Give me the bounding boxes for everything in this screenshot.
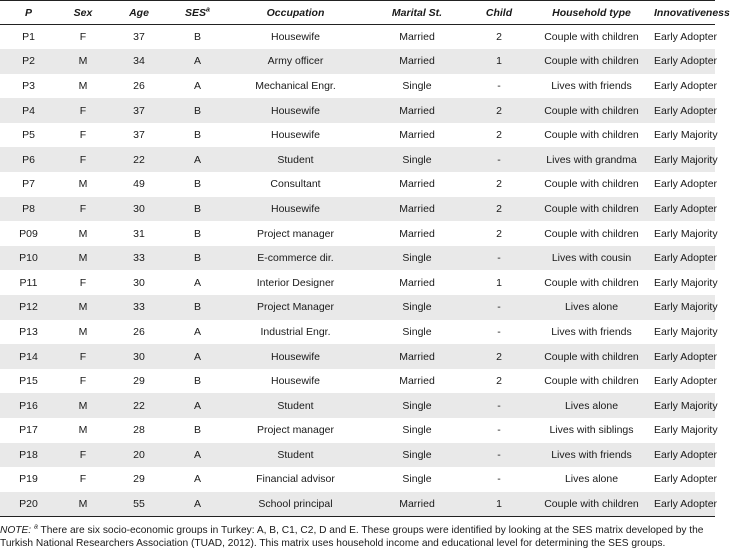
cell-child: 2 <box>496 202 502 215</box>
cell-child: 2 <box>496 178 502 191</box>
cell-age: 33 <box>133 301 145 314</box>
cell-occupation: Housewife <box>270 31 321 44</box>
cell-age: 29 <box>133 375 145 388</box>
cell-participant: P7 <box>22 178 35 191</box>
cell-child: - <box>497 252 501 265</box>
cell-age: 26 <box>133 325 145 338</box>
cell-marital-status: Married <box>399 178 435 191</box>
table-row <box>0 197 715 222</box>
cell-ses: A <box>169 492 226 517</box>
cell-child: 2 <box>496 129 502 142</box>
cell-ses: A <box>193 448 201 461</box>
cell-marital-status: Married <box>399 227 435 240</box>
cell-participant: P3 <box>22 79 35 92</box>
cell-age: 37 <box>133 31 145 44</box>
cell-occupation: Project manager <box>256 227 335 240</box>
cell-occupation: Project manager <box>256 424 335 437</box>
cell-age: 37 <box>133 104 145 117</box>
cell-participant: P11 <box>19 276 38 289</box>
cell-participant: P20 <box>0 492 57 517</box>
table-row <box>0 221 715 246</box>
cell-child: - <box>497 79 501 92</box>
cell-household-type: Couple with children <box>544 202 639 215</box>
cell-child: 1 <box>496 55 502 68</box>
cell-ses: B <box>193 104 201 117</box>
cell-participant: P15 <box>19 375 38 388</box>
table-row <box>0 172 715 197</box>
cell-age: 33 <box>133 252 145 265</box>
cell-sex: M <box>78 325 88 338</box>
note-lead: NOTE: <box>0 524 32 536</box>
table-row <box>0 443 715 468</box>
cell-marital-status: Single <box>402 473 432 486</box>
cell-sex: M <box>57 492 109 517</box>
table-row <box>0 49 715 74</box>
cell-participant: P14 <box>19 350 38 363</box>
cell-household-type: Lives with friends <box>551 448 632 461</box>
cell-participant: P8 <box>22 202 35 215</box>
cell-innovativeness: Early Adopter <box>654 178 718 191</box>
cell-occupation: Student <box>277 399 314 412</box>
note-text: There are six socio-economic groups in Turkey: A, B, C1, C2, D and E. These groups were identified by looking at the SES matrix developed by the Turkish National Researchers Association (TUAD, 2012). This matrix uses household income and educational level for determining the SES groups. <box>0 524 704 549</box>
table-body <box>0 25 718 517</box>
table-row <box>0 25 715 50</box>
cell-marital-status: Married <box>399 31 435 44</box>
cell-sex: F <box>79 375 87 388</box>
cell-occupation: Mechanical Engr. <box>255 79 336 92</box>
cell-occupation: Student <box>277 448 314 461</box>
cell-ses: B <box>193 202 201 215</box>
cell-household-type: Lives with friends <box>551 325 632 338</box>
header-ses-footnote-mark: a <box>206 6 210 13</box>
cell-age: 26 <box>133 79 145 92</box>
table-row <box>0 74 715 99</box>
cell-child: - <box>497 153 501 166</box>
cell-marital-status: Married <box>399 350 435 363</box>
cell-ses: B <box>193 301 201 314</box>
cell-age: 34 <box>133 55 145 68</box>
cell-household-type: Couple with children <box>529 492 654 517</box>
cell-participant: P16 <box>19 399 38 412</box>
cell-child: - <box>497 424 501 437</box>
cell-marital-status: Single <box>402 301 432 314</box>
cell-ses: A <box>193 153 201 166</box>
cell-occupation: Project Manager <box>256 301 335 314</box>
cell-occupation: Consultant <box>270 178 321 191</box>
cell-sex: M <box>78 424 88 437</box>
cell-age: 29 <box>133 473 145 486</box>
cell-occupation: Housewife <box>270 104 321 117</box>
table-row <box>0 492 715 517</box>
cell-participant: P2 <box>22 55 35 68</box>
cell-participant: P17 <box>19 424 38 437</box>
cell-household-type: Couple with children <box>544 276 639 289</box>
cell-innovativeness: Early Majority <box>654 227 718 240</box>
header-occupation: Occupation <box>226 1 365 25</box>
cell-age: 30 <box>133 276 145 289</box>
cell-marital-status: Married <box>399 375 435 388</box>
cell-child: - <box>497 473 501 486</box>
cell-sex: M <box>78 178 88 191</box>
cell-occupation: Interior Designer <box>256 276 335 289</box>
cell-household-type: Lives with cousin <box>551 252 632 265</box>
cell-child: 1 <box>469 492 529 517</box>
header-child: Child <box>469 1 529 25</box>
cell-innovativeness: Early Majority <box>654 424 718 437</box>
cell-age: 22 <box>133 399 145 412</box>
cell-marital-status: Married <box>399 129 435 142</box>
cell-innovativeness: Early Adopter <box>654 375 718 388</box>
header-innovativeness: Innovativeness <box>654 1 715 25</box>
cell-child: 1 <box>496 276 502 289</box>
cell-ses: B <box>193 129 201 142</box>
cell-sex: F <box>79 31 87 44</box>
cell-household-type: Couple with children <box>544 31 639 44</box>
cell-sex: F <box>79 202 87 215</box>
cell-household-type: Couple with children <box>544 178 639 191</box>
header-p: P <box>0 1 57 25</box>
cell-marital-status: Married <box>399 104 435 117</box>
cell-marital-status: Married <box>399 55 435 68</box>
cell-marital-status: Single <box>402 448 432 461</box>
cell-age: 31 <box>133 227 145 240</box>
cell-age: 20 <box>133 448 145 461</box>
cell-innovativeness: Early Adopter <box>654 79 718 92</box>
cell-marital-status: Single <box>402 153 432 166</box>
cell-ses: A <box>193 473 201 486</box>
cell-sex: M <box>78 399 88 412</box>
cell-occupation: Financial advisor <box>256 473 335 486</box>
cell-participant: P19 <box>19 473 38 486</box>
cell-innovativeness: Early Majority <box>654 129 718 142</box>
cell-innovativeness: Early Majority <box>654 301 718 314</box>
cell-innovativeness: Early Adopter <box>654 350 718 363</box>
cell-age: 55 <box>109 492 169 517</box>
cell-innovativeness: Early Adopter <box>654 448 718 461</box>
cell-innovativeness: Early Adopter <box>654 473 718 486</box>
cell-innovativeness: Early Majority <box>654 325 718 338</box>
cell-marital-status: Single <box>402 252 432 265</box>
cell-sex: F <box>79 153 87 166</box>
table-row <box>0 344 715 369</box>
cell-participant: P6 <box>22 153 35 166</box>
table-row <box>0 246 715 271</box>
table-row <box>0 123 715 148</box>
cell-sex: M <box>78 79 88 92</box>
cell-child: - <box>497 448 501 461</box>
cell-ses: B <box>193 252 201 265</box>
note-footnote-mark: a <box>33 523 38 531</box>
cell-innovativeness: Early Adopter <box>654 55 718 68</box>
cell-innovativeness: Early Majority <box>654 399 718 412</box>
cell-ses: A <box>193 79 201 92</box>
cell-participant: P13 <box>19 325 38 338</box>
cell-occupation: E-commerce dir. <box>257 252 334 265</box>
cell-sex: F <box>79 104 87 117</box>
cell-age: 30 <box>133 202 145 215</box>
cell-occupation: Industrial Engr. <box>260 325 331 338</box>
table-row <box>0 418 715 443</box>
cell-participant: P4 <box>22 104 35 117</box>
cell-innovativeness: Early Adopter <box>654 202 718 215</box>
cell-sex: F <box>79 276 87 289</box>
cell-child: 2 <box>496 227 502 240</box>
cell-sex: F <box>79 129 87 142</box>
cell-age: 37 <box>133 129 145 142</box>
cell-child: 2 <box>496 104 502 117</box>
table-row <box>0 147 715 172</box>
cell-household-type: Lives with siblings <box>549 424 634 437</box>
table-note <box>0 517 715 550</box>
cell-child: - <box>497 325 501 338</box>
cell-ses: A <box>193 55 201 68</box>
cell-household-type: Lives with friends <box>551 79 632 92</box>
cell-innovativeness: Early Majority <box>654 153 718 166</box>
cell-household-type: Lives alone <box>564 473 619 486</box>
cell-ses: B <box>193 178 201 191</box>
header-age: Age <box>109 1 169 25</box>
cell-child: 2 <box>496 375 502 388</box>
cell-child: 2 <box>496 31 502 44</box>
cell-innovativeness: Early Adopter <box>654 104 718 117</box>
header-ses <box>169 1 226 25</box>
cell-occupation: Housewife <box>270 129 321 142</box>
cell-household-type: Lives alone <box>564 301 619 314</box>
cell-marital-status: Married <box>399 202 435 215</box>
cell-ses: B <box>193 424 201 437</box>
cell-household-type: Couple with children <box>544 129 639 142</box>
cell-ses: A <box>193 350 201 363</box>
cell-innovativeness: Early Majority <box>654 276 718 289</box>
table-row <box>0 467 715 492</box>
cell-sex: F <box>79 448 87 461</box>
cell-innovativeness: Early Adopter <box>654 492 715 517</box>
cell-sex: F <box>79 473 87 486</box>
cell-marital-status: Single <box>402 424 432 437</box>
cell-participant: P18 <box>19 448 38 461</box>
cell-ses: A <box>193 399 201 412</box>
table-row <box>0 393 715 418</box>
cell-occupation: Housewife <box>270 202 321 215</box>
cell-age: 49 <box>133 178 145 191</box>
header-sex: Sex <box>57 1 109 25</box>
header-marital-status: Marital St. <box>365 1 469 25</box>
cell-sex: M <box>78 301 88 314</box>
cell-ses: B <box>193 375 201 388</box>
cell-ses: B <box>193 227 201 240</box>
cell-marital-status: Single <box>402 79 432 92</box>
cell-ses: B <box>193 31 201 44</box>
table-row <box>0 270 715 295</box>
cell-occupation: Student <box>277 153 314 166</box>
cell-occupation: School principal <box>226 492 365 517</box>
cell-participant: P12 <box>19 301 38 314</box>
header-household-type: Household type <box>529 1 654 25</box>
cell-sex: F <box>79 350 87 363</box>
cell-household-type: Couple with children <box>544 227 639 240</box>
cell-sex: M <box>78 55 88 68</box>
cell-innovativeness: Early Adopter <box>654 252 718 265</box>
table-row <box>0 98 715 123</box>
cell-age: 22 <box>133 153 145 166</box>
cell-age: 28 <box>133 424 145 437</box>
cell-child: 2 <box>496 350 502 363</box>
cell-occupation: Housewife <box>270 350 321 363</box>
header-ses-label: SES <box>185 6 207 19</box>
cell-innovativeness: Early Adopter <box>654 31 718 44</box>
cell-marital-status: Single <box>402 325 432 338</box>
cell-household-type: Lives with grandma <box>546 153 637 166</box>
cell-sex: M <box>78 252 88 265</box>
cell-participant: P10 <box>19 252 38 265</box>
cell-occupation: Army officer <box>267 55 324 68</box>
cell-marital-status: Single <box>402 399 432 412</box>
table-row <box>0 295 715 320</box>
cell-sex: M <box>78 227 88 240</box>
cell-household-type: Couple with children <box>544 55 639 68</box>
cell-participant: P5 <box>22 129 35 142</box>
cell-household-type: Couple with children <box>544 375 639 388</box>
cell-child: - <box>497 301 501 314</box>
cell-occupation: Housewife <box>270 375 321 388</box>
cell-ses: A <box>193 325 201 338</box>
cell-household-type: Couple with children <box>544 350 639 363</box>
cell-ses: A <box>193 276 201 289</box>
table-row <box>0 369 715 394</box>
cell-marital-status: Married <box>365 492 469 517</box>
table-row <box>0 320 715 345</box>
cell-household-type: Lives alone <box>564 399 619 412</box>
cell-household-type: Couple with children <box>544 104 639 117</box>
cell-child: - <box>497 399 501 412</box>
cell-marital-status: Married <box>399 276 435 289</box>
cell-participant: P09 <box>19 227 38 240</box>
cell-age: 30 <box>133 350 145 363</box>
table-header-row <box>0 1 715 25</box>
cell-participant: P1 <box>22 31 35 44</box>
